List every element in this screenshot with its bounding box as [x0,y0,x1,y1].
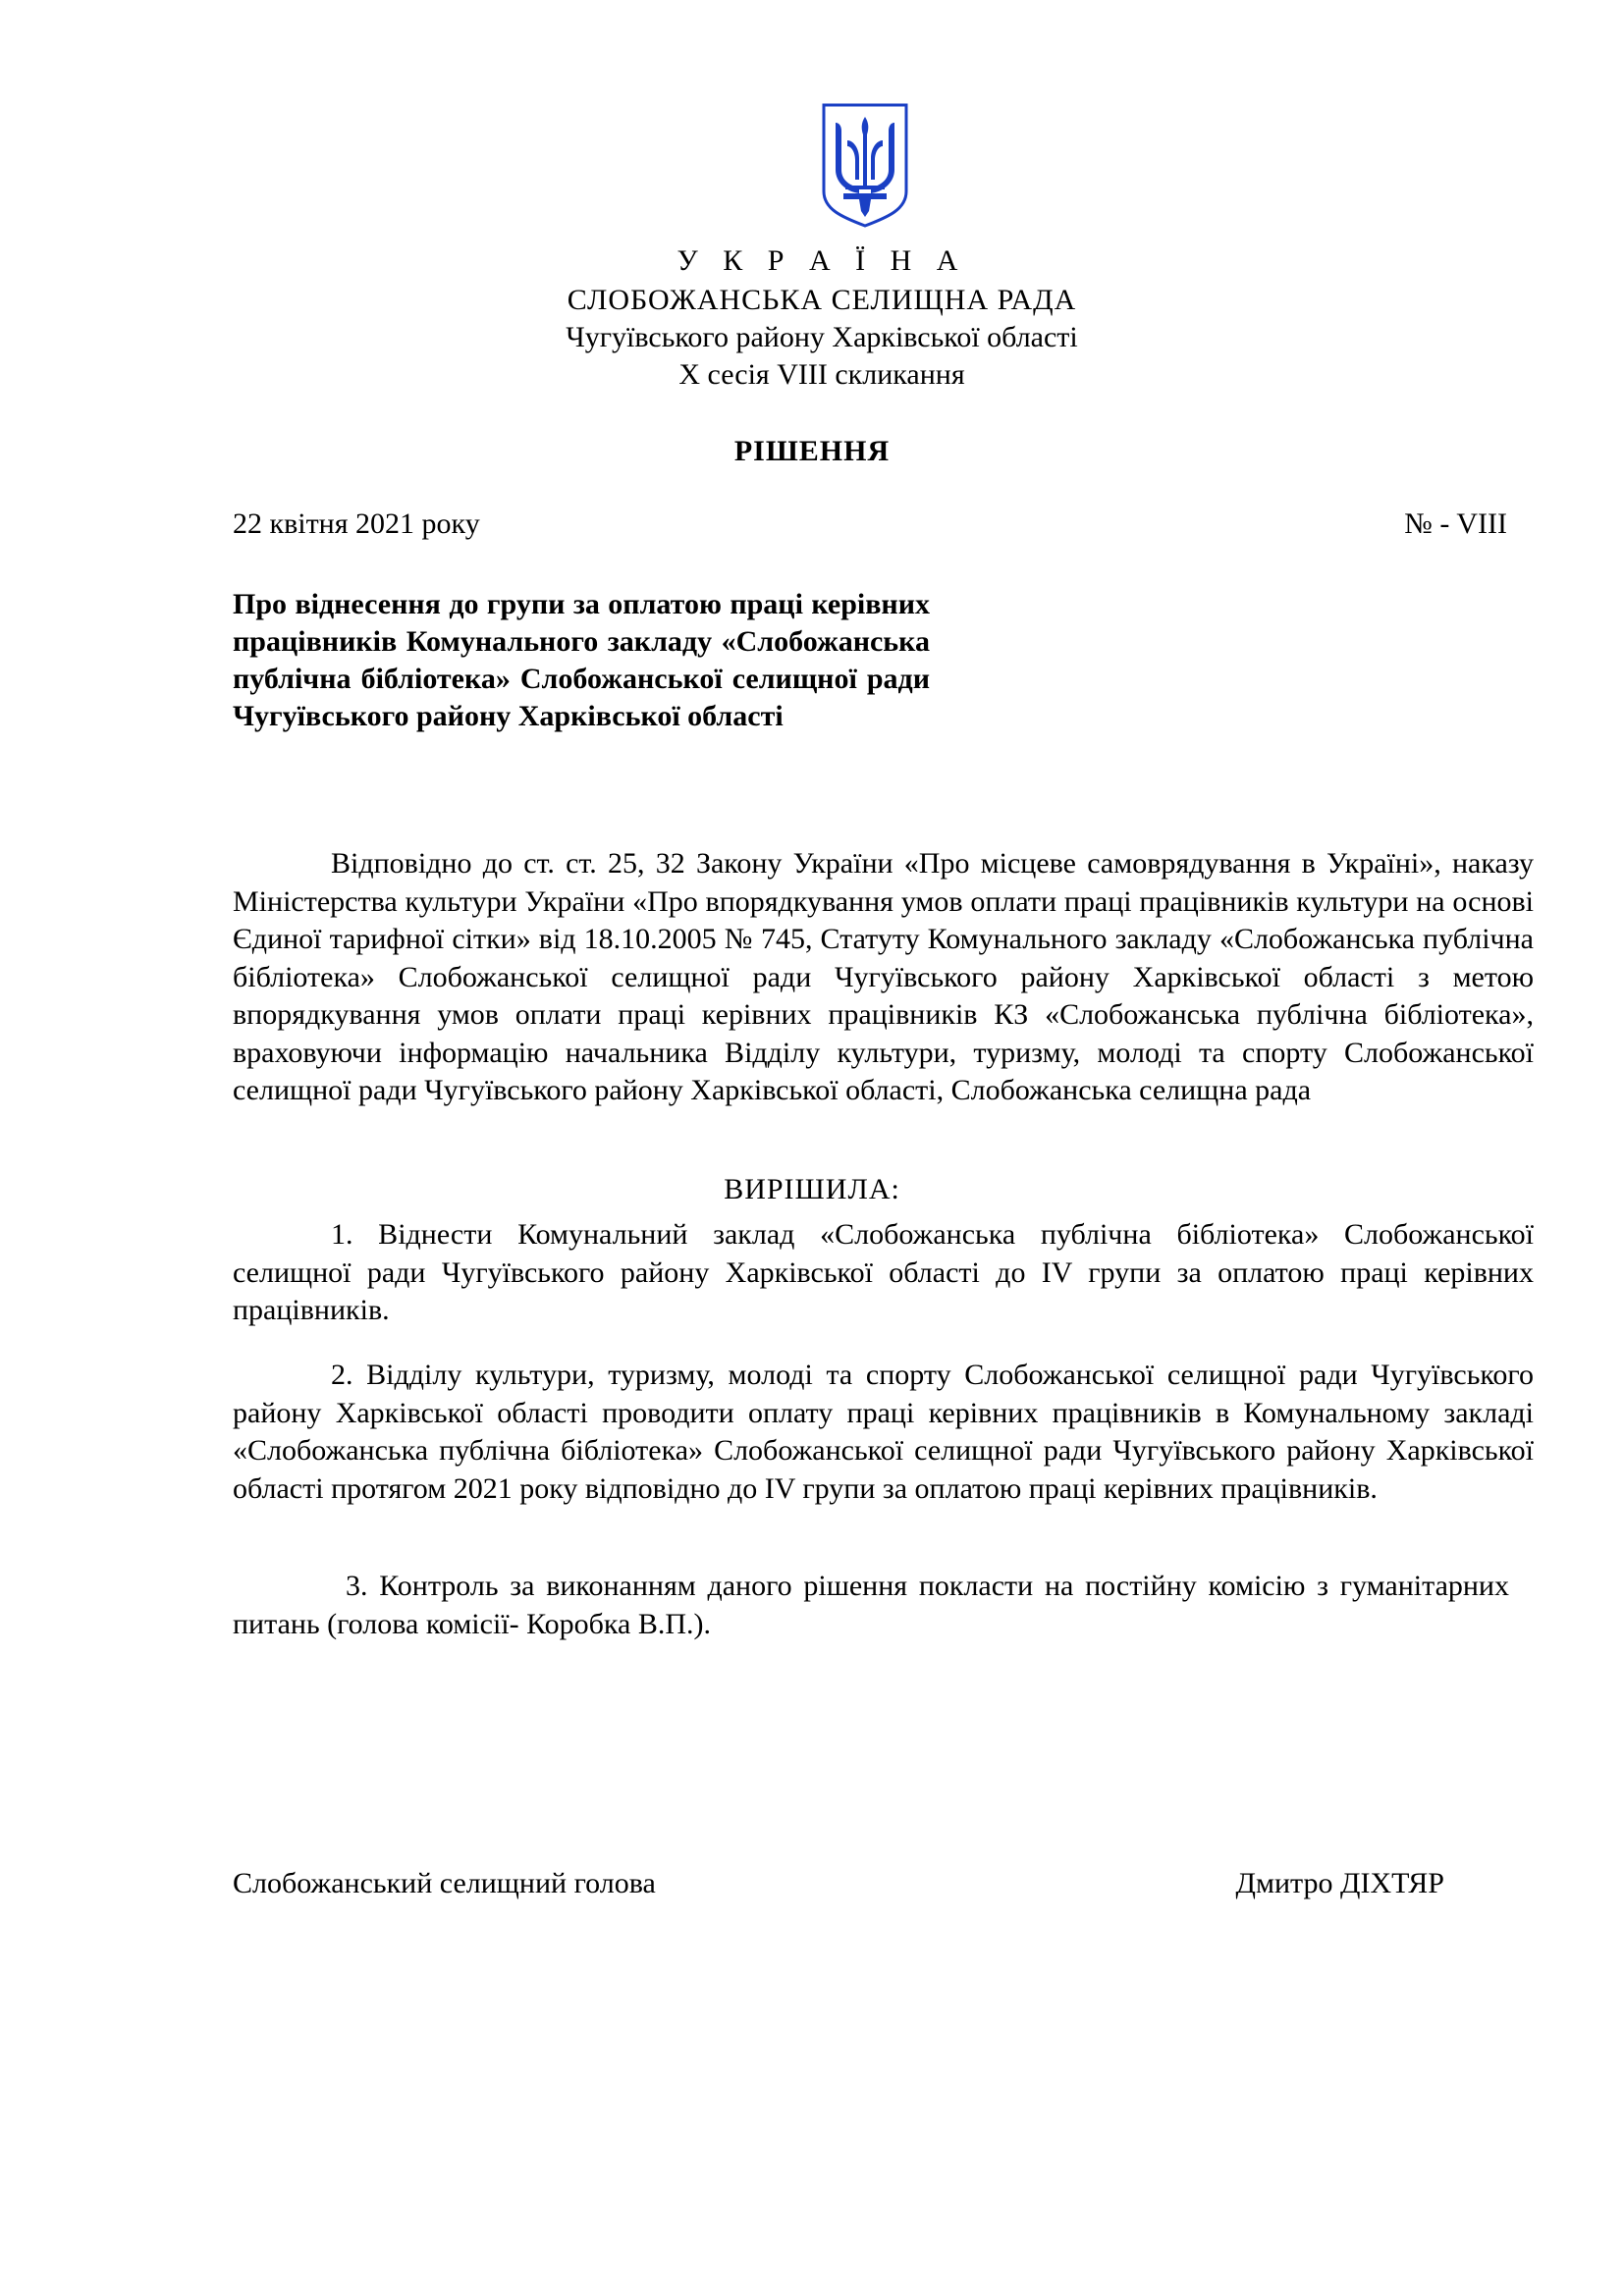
council-name: СЛОБОЖАНСЬКА СЕЛИЩНА РАДА [567,284,1077,316]
resolution-item-1: 1. Віднести Комунальний заклад «Слобожанська публічна бібліотека» Слобожанської селищної ради Чугуївського району Харківської області до IV групи за оплатою праці керівних працівників. [233,1218,1534,1326]
document-date: 22 квітня 2021 року [233,507,480,540]
session-name: X сесія VIII скликання [678,358,965,391]
preamble-paragraph: Відповідно до ст. ст. 25, 32 Закону України «Про місцеве самоврядування в Україні», наказу Міністерства культури України «Про впорядкування умов оплати праці працівників культури на основі Єдиної тарифної сітки» від 18.10.2005 № 745, Статуту Комунального закладу «Слобожанська публічна бібліотека» Слобожанської селищної ради Чугуївського району Харківської області з метою впорядкування умов оплати праці керівних працівників КЗ «Слобожанська публічна бібліотека», враховуючи інформацію начальника Відділу культури, туризму, молоді та спорту Слобожанської селищної ради Чугуївського району Харківської області, Слобожанська селищна рада [233,847,1534,1106]
resolution-item-3: 3. Контроль за виконанням даного рішення покласти на постійну комісію з гуманітарних питань (голова комісії- Коробка В.П.). [233,1570,1509,1640]
country-name: У К Р А Ї Н А [677,244,967,277]
document-subject: Про віднесення до групи за оплатою праці керівних працівників Комунального закладу «Слобожанська публічна бібліотека» Слобожанської селищної ради Чугуївського району Харківської області [233,588,930,732]
signatory-title: Слобожанський селищний голова [233,1867,656,1899]
document-number: № - VIII [1404,507,1507,540]
trident-coat-of-arms-icon [820,101,910,229]
document-type: РІШЕННЯ [733,435,891,467]
district-name: Чугуївського району Харківської області [566,321,1078,353]
resolved-heading: ВИРІШИЛА: [724,1173,900,1205]
resolution-item-2: 2. Відділу культури, туризму, молоді та спорту Слобожанської селищної ради Чугуївського району Харківської області проводити оплату праці керівних працівників в Комунальному закладі «Слобожанська публічна бібліотека» Слобожанської селищної ради Чугуївського району Харківської області протягом 2021 року відповідно до IV групи за оплатою праці керівних працівників. [233,1359,1534,1505]
signatory-name: Дмитро ДІХТЯР [1235,1867,1444,1899]
